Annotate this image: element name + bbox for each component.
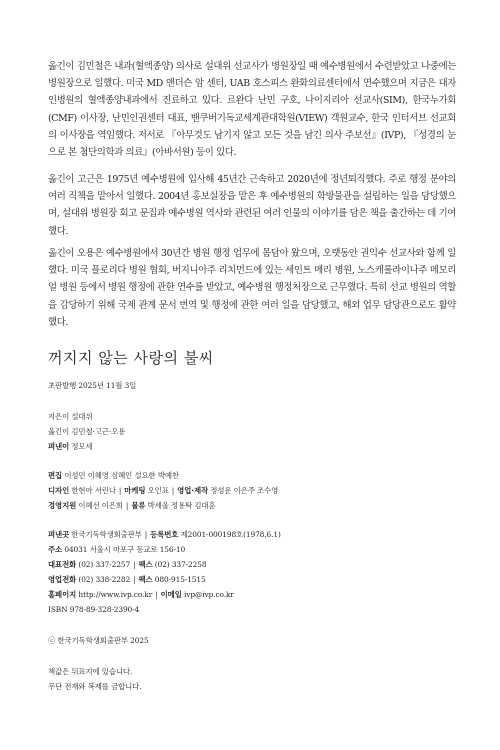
editors-line [48,469,179,483]
sales-phone-label: 영업전화 [48,575,77,584]
web-email-line: 홈페이지 http://www.ivp.co.kr | 이메일 ivp@ivp.co.kr [48,590,234,599]
book-title: 꺼지지 않는 사랑의 불씨 [48,349,214,367]
publisher-registration-line: 펴낸곳 한국기독학생회출판부 | 등록번호 제2001-000198호(1978.6.1) [48,530,281,539]
publisher-person-label: 펴낸이 [48,442,70,451]
email-link[interactable]: ivp@ivp.co.kr [183,590,234,599]
editors-names: 이성민 이혜영 심혜인 설요한 박예찬 [64,471,179,480]
management-label: 경영지원 [48,501,77,510]
translators-line: 옮긴이 김민철·고근·오용 [48,427,126,436]
marketing-label: 마케팅 [124,486,146,495]
main-fax-value: (02) 337-2258 [154,560,207,569]
registration-label: 등록번호 [150,530,179,539]
copyright-line: ⓒ 한국기독학생회출판부 2025 [48,636,149,645]
email-label: 이메일 [160,590,182,599]
price-notice: 책값은 뒤표지에 있습니다. [48,667,133,676]
publisher-person-line [48,440,93,454]
management-distribution-line: 경영지원 이혜선 이은희 | 물류 박세울 정용탁 김대훈 [48,501,216,510]
isbn-line: ISBN 978-89-328-2390-4 [48,605,140,614]
sales-phone-line: 영업전화 (02) 338-2282 | 팩스 080-915-1515 [48,575,206,584]
address-label: 주소 [48,545,63,554]
publisher-person-name: 정모세 [71,442,93,451]
translator-bio-kim: 옮긴이 김민철은 내과(혈액종양) 의사로 설대위 선교사가 병원장일 때 예수병원에서 수련받았고 나중에는 병원장으로 일했다. 미국 MD 앤더슨 암 센터, UAB 호스피스 완화의료센터에서 연수했으며 지금은 대자인병원의 혈액종양내과에서 진료하고 있다. 르완다 난민 구호, 나이지리아 선교사(SIM), 한국누가회(CMF) 이사장, 난민인권센터 대표, 밴쿠버기독교세계관대학원(VIEW) 객원교수, 한국 인터서브 선교회의 이사장을 역임했다. 저서로 『아무것도 남기지 않고 모든 것을 남긴 의사 주보선』(IVP), 『성경의 눈으로 본 첨단의학과 의료』(아바서원) 등이 있다. [48,61,456,159]
marketing-names: 오인표 [147,486,169,495]
design-names: 한현아 서린나 [71,486,116,495]
main-phone-line: 대표전화 (02) 337-2257 | 팩스 (02) 337-2258 [48,560,207,569]
editors-label: 편집 [48,471,63,480]
edition-line: 초판발행 2025년 11월 3일 [48,381,137,390]
homepage-label: 홈페이지 [48,590,77,599]
address-line [48,543,185,557]
homepage-link[interactable]: http://www.ivp.co.kr [78,590,153,599]
sales-label: 영업·제작 [177,486,209,495]
management-names: 이혜선 이은희 [78,501,123,510]
design-label: 디자인 [48,486,70,495]
main-phone-value: (02) 337-2257 [78,560,131,569]
address-value: 04031 서울시 마포구 동교로 156-10 [64,545,186,554]
sales-names: 정성운 이은주 조수영 [210,486,279,495]
translator-bio-oh: 옮긴이 오용은 예수병원에서 30년간 병원 행정 업무에 몸담아 왔으며, 오랫동안 권익수 선교사와 함께 일했다. 미국 플로리다 병원 협회, 버지니아주 리치먼드에 있는 세인트 메리 병원, 노스캐롤라이나주 메모리얼 병원 등에서 병원 행정에 관한 연수를 받았고, 예수병원 행정처장으로 근무했다. 특히 선교 병원의 역할을 감당하기 위해 국제 관계 문서 번역 및 행정에 관한 여러 일을 담당했고, 해외 업무 담당관으로도 활약했다. [48,248,456,328]
registration-value: 제2001-000198호(1978.6.1) [180,530,281,539]
design-marketing-sales-line: 디자인 한현아 서린나 | 마케팅 오인표 | 영업·제작 정성운 이은주 조수영 [48,486,279,495]
main-phone-label: 대표전화 [48,560,77,569]
main-fax-label: 팩스 [138,560,153,569]
author-line: 지은이 설대위 [48,412,93,421]
publisher-value: 한국기독학생회출판부 [71,530,142,539]
distribution-label: 물류 [131,501,146,510]
sales-fax-value: 080-915-1515 [154,575,206,584]
publisher-label: 펴낸곳 [48,530,70,539]
translator-bio-go: 옮긴이 고근은 1975년 예수병원에 입사해 45년간 근속하고 2020년에 정년퇴직했다. 주로 행정 분야의 여러 직책을 맡아서 일했다. 2004년 홍보실장을 맡은 후 예수병원의 학방물관을 설립하는 일을 담당했으며, 설대위 병원장 회고 문집과 예수병원 역사와 관련된 여러 인물의 이야기를 담은 책을 출간하는 데 기여했다. [48,174,456,237]
copy-notice: 무단 전재와 복제를 금합니다. [48,682,142,691]
sales-fax-label: 팩스 [138,575,153,584]
distribution-names: 박세울 정용탁 김대훈 [147,501,216,510]
sales-phone-value: (02) 338-2282 [78,575,131,584]
